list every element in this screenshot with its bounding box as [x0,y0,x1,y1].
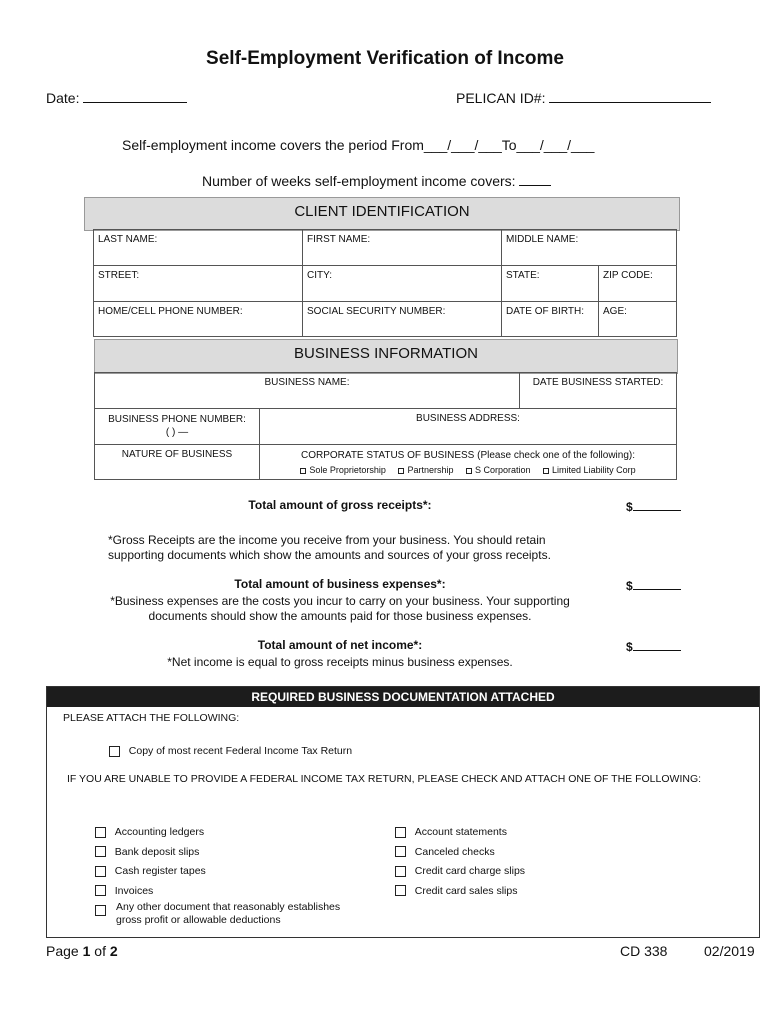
checkbox-icon[interactable] [395,846,406,857]
checkbox-icon[interactable] [95,866,106,877]
business-address-field[interactable]: BUSINESS ADDRESS: [260,409,676,445]
checkbox-icon[interactable] [95,827,106,838]
pelican-id-label: PELICAN ID#: [456,90,546,106]
date-field[interactable] [46,90,187,106]
other-document-line-2: gross profit or allowable deductions [116,914,281,926]
federal-return-option[interactable]: Copy of most recent Federal Income Tax Return [109,745,352,757]
s-corporation-option[interactable]: S Corporation [466,465,531,475]
business-phone-label: BUSINESS PHONE NUMBER: [108,414,246,425]
phone-field[interactable]: HOME/CELL PHONE NUMBER: [94,302,303,337]
pelican-id-field[interactable] [456,90,711,106]
age-field[interactable]: AGE: [603,306,627,317]
documentation-header: REQUIRED BUSINESS DOCUMENTATION ATTACHED [47,687,759,707]
checkbox-icon[interactable] [395,866,406,877]
net-income-note: *Net income is equal to gross receipts minus business expenses. [167,655,513,669]
period-line: Self-employment income covers the period From___/___/___To___/___/___ [122,137,595,153]
credit-card-sales-slips-option[interactable]: Credit card sales slips [395,882,525,902]
corporate-status-options [264,463,672,477]
checkbox-icon[interactable] [95,846,106,857]
partnership-option[interactable]: Partnership [398,465,453,475]
pelican-id-blank[interactable] [549,90,711,103]
page-title: Self-Employment Verification of Income [206,48,564,69]
last-name-field[interactable]: LAST NAME: [94,230,303,266]
street-field[interactable]: STREET: [94,266,303,302]
dollar-sign: $ [626,579,633,593]
business-expenses-note: *Business expenses are the costs you incur to carry on your business. Your supporting documents should show the amounts paid for those business expenses. [110,594,570,623]
checkbox-icon[interactable] [466,468,472,474]
date-started-field[interactable]: DATE BUSINESS STARTED: [520,373,676,409]
date-label: Date: [46,90,80,106]
state-field[interactable]: STATE: [502,266,599,302]
form-date: 02/2019 [704,943,755,959]
accounting-ledgers-option[interactable]: Accounting ledgers [95,823,340,843]
business-expenses-blank[interactable] [633,577,681,590]
right-documents-list [395,823,525,901]
weeks-line[interactable] [202,173,551,189]
gross-receipts-blank[interactable] [633,498,681,511]
dob-field[interactable]: DATE OF BIRTH: [502,302,599,337]
llc-option[interactable]: Limited Liability Corp [543,465,636,475]
documentation-box [46,686,760,938]
corporate-status-field [260,445,676,479]
canceled-checks-option[interactable]: Canceled checks [395,843,525,863]
first-name-field[interactable]: FIRST NAME: [303,230,502,266]
checkbox-icon[interactable] [398,468,404,474]
checkbox-icon[interactable] [300,468,306,474]
unable-label: IF YOU ARE UNABLE TO PROVIDE A FEDERAL INCOME TAX RETURN, PLEASE CHECK AND ATTACH ONE OF THE FOLLOWING: [67,773,702,785]
dollar-sign: $ [626,500,633,514]
checkbox-icon[interactable] [395,827,406,838]
left-documents-list [95,823,340,927]
other-document-option[interactable] [95,901,340,927]
business-expenses-amount[interactable] [626,577,681,593]
checkbox-icon[interactable] [95,885,106,896]
gross-receipts-amount[interactable] [626,498,681,514]
sole-proprietorship-option[interactable]: Sole Proprietorship [300,465,386,475]
weeks-label: Number of weeks self-employment income covers: [202,173,516,189]
date-blank[interactable] [83,90,187,103]
weeks-blank[interactable] [519,173,551,186]
business-information-header: BUSINESS INFORMATION [94,339,678,374]
bank-deposit-slips-option[interactable]: Bank deposit slips [95,843,340,863]
other-document-line-1: Any other document that reasonably establishes [116,901,341,913]
dollar-sign: $ [626,640,633,654]
page-number: Page 1 of 2 [46,943,118,959]
middle-name-field[interactable]: MIDDLE NAME: [502,230,677,266]
net-income-blank[interactable] [633,638,681,651]
city-field[interactable]: CITY: [303,266,502,302]
zip-code-field[interactable]: ZIP CODE: [599,266,677,302]
business-phone-field[interactable] [95,409,260,445]
business-name-field[interactable]: BUSINESS NAME: [95,373,520,409]
checkbox-icon[interactable] [543,468,549,474]
business-grid [94,372,677,480]
gross-receipts-note: *Gross Receipts are the income you receive from your business. You should retain supporting documents which show the amounts and sources of your gross receipts. [108,533,551,562]
business-expenses-label: Total amount of business expenses*: [234,577,446,591]
account-statements-option[interactable]: Account statements [395,823,525,843]
net-income-amount[interactable] [626,638,681,654]
attach-label: PLEASE ATTACH THE FOLLOWING: [63,712,240,724]
business-phone-format: ( ) — [165,427,189,438]
credit-card-charge-slips-option[interactable]: Credit card charge slips [395,862,525,882]
client-grid [93,229,677,337]
checkbox-icon[interactable] [395,885,406,896]
form-number: CD 338 [620,943,668,959]
checkbox-icon[interactable] [109,746,120,757]
client-identification-header: CLIENT IDENTIFICATION [84,197,680,231]
invoices-option[interactable]: Invoices [95,882,340,902]
ssn-field[interactable]: SOCIAL SECURITY NUMBER: [303,302,502,337]
net-income-label: Total amount of net income*: [257,638,423,652]
gross-receipts-label: Total amount of gross receipts*: [248,498,432,512]
cash-register-tapes-option[interactable]: Cash register tapes [95,862,340,882]
corporate-status-label: CORPORATE STATUS OF BUSINESS (Please check one of the following): [301,450,635,461]
checkbox-icon[interactable] [95,905,106,916]
nature-of-business-field[interactable]: NATURE OF BUSINESS [95,445,260,479]
